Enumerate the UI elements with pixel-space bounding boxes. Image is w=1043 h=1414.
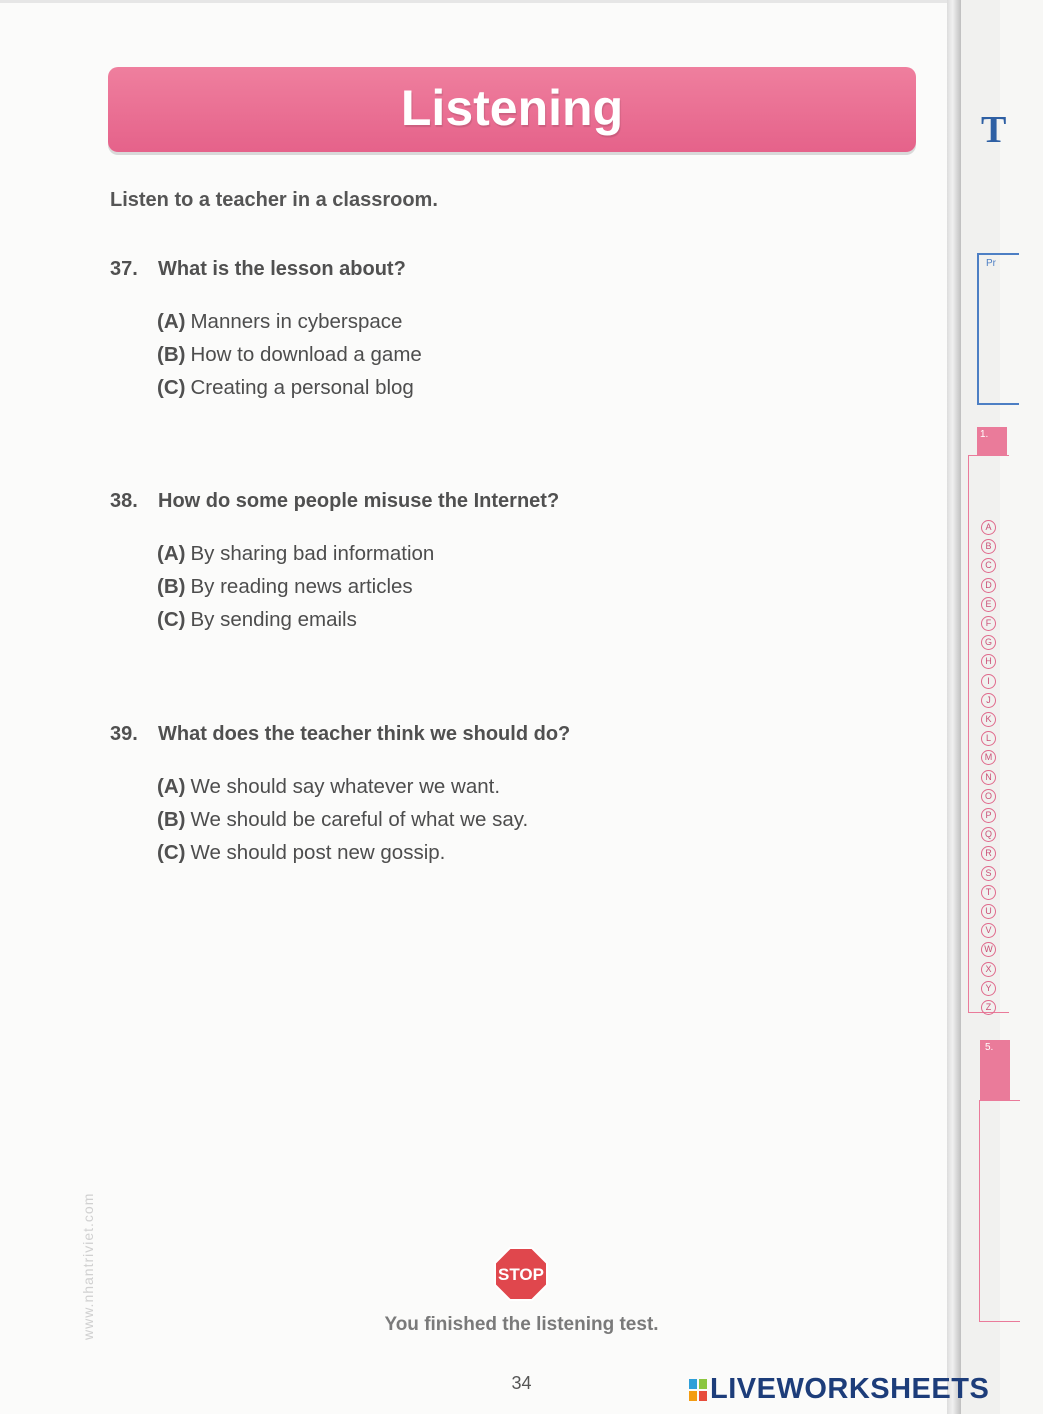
logo-tiles-icon <box>689 1379 707 1401</box>
question-number: 38. <box>110 490 138 512</box>
answer-bubble: F <box>981 616 996 631</box>
answer-bubble: T <box>981 885 996 900</box>
option-c[interactable] <box>157 836 810 869</box>
answer-bubble: J <box>981 693 996 708</box>
option-b[interactable] <box>157 570 810 603</box>
answer-bubble: S <box>981 866 996 881</box>
option-c[interactable] <box>157 371 810 404</box>
option-text: Creating a personal blog <box>190 376 414 399</box>
answer-bubble: P <box>981 808 996 823</box>
answer-bubble: B <box>981 539 996 554</box>
option-letter: (C) <box>157 376 186 399</box>
answer-bubble: N <box>981 770 996 785</box>
option-letter: (B) <box>157 575 186 598</box>
question-heading <box>110 490 810 513</box>
option-letter: (C) <box>157 841 186 864</box>
stop-sign-label: STOP <box>498 1265 544 1284</box>
question-text: How do some people misuse the Internet? <box>158 490 560 512</box>
option-a[interactable] <box>157 305 810 338</box>
option-letter: (A) <box>157 775 186 798</box>
top-edge-line <box>0 0 955 3</box>
section-title: Listening <box>400 80 624 136</box>
finish-message: You finished the listening test. <box>384 1314 659 1335</box>
option-text: We should post new gossip. <box>190 841 446 864</box>
answer-bubble: D <box>981 578 996 593</box>
option-text: By sharing bad information <box>190 542 435 565</box>
page-number: 34 <box>511 1373 532 1393</box>
option-text: How to download a game <box>190 343 422 366</box>
answer-bubble: L <box>981 731 996 746</box>
question-39 <box>110 723 810 869</box>
adjacent-section-5: 5. <box>980 1040 1010 1100</box>
option-letter: (B) <box>157 343 186 366</box>
answer-bubble: H <box>981 654 996 669</box>
answer-bubble: Y <box>981 981 996 996</box>
question-37 <box>110 258 810 404</box>
option-text: We should be careful of what we say. <box>190 808 529 831</box>
option-b[interactable] <box>157 338 810 371</box>
answer-bubble: U <box>981 904 996 919</box>
adjacent-box-label: Pr <box>986 258 996 269</box>
logo-text: LIVEWORKSHEETS <box>710 1373 990 1405</box>
answer-bubble: G <box>981 635 996 650</box>
answer-bubble: A <box>981 520 996 535</box>
stop-sign-icon <box>493 1246 549 1302</box>
answer-bubble-grid-2 <box>979 1100 1020 1322</box>
instruction-text: Listen to a teacher in a classroom. <box>110 189 438 211</box>
answer-options <box>157 770 810 869</box>
option-text: By sending emails <box>190 608 357 631</box>
option-letter: (C) <box>157 608 186 631</box>
question-text: What is the lesson about? <box>158 258 406 280</box>
option-letter: (B) <box>157 808 186 831</box>
section-banner <box>108 67 916 152</box>
adjacent-info-box <box>977 253 1019 405</box>
question-number: 39. <box>110 723 138 745</box>
option-c[interactable] <box>157 603 810 636</box>
answer-bubble: C <box>981 558 996 573</box>
answer-bubble: Z <box>981 1000 996 1015</box>
option-a[interactable] <box>157 770 810 803</box>
answer-options <box>157 305 810 404</box>
option-letter: (A) <box>157 542 186 565</box>
answer-bubble: W <box>981 942 996 957</box>
answer-bubble: Q <box>981 827 996 842</box>
answer-bubble: O <box>981 789 996 804</box>
answer-bubble: R <box>981 846 996 861</box>
book-spine <box>947 0 961 1414</box>
question-text: What does the teacher think we should do? <box>158 723 571 745</box>
answer-options <box>157 537 810 636</box>
option-text: By reading news articles <box>190 575 413 598</box>
adjacent-section-1: 1. <box>977 427 1007 455</box>
answer-bubble: I <box>981 674 996 689</box>
answer-bubble: M <box>981 750 996 765</box>
adjacent-heading-letter: T <box>981 109 1007 151</box>
question-heading <box>110 258 810 281</box>
option-letter: (A) <box>157 310 186 333</box>
answer-bubble: V <box>981 923 996 938</box>
question-number: 37. <box>110 258 138 280</box>
answer-bubble-grid <box>968 455 1009 1013</box>
adjacent-page <box>961 0 1007 1414</box>
option-b[interactable] <box>157 803 810 836</box>
question-38 <box>110 490 810 636</box>
question-heading <box>110 723 810 746</box>
liveworksheets-logo <box>689 1373 989 1406</box>
answer-bubble: E <box>981 597 996 612</box>
option-text: We should say whatever we want. <box>190 775 501 798</box>
option-text: Manners in cyberspace <box>190 310 403 333</box>
option-a[interactable] <box>157 537 810 570</box>
answer-bubble: K <box>981 712 996 727</box>
publisher-watermark: www.nhantriviet.com <box>80 1192 96 1340</box>
answer-bubble: X <box>981 962 996 977</box>
